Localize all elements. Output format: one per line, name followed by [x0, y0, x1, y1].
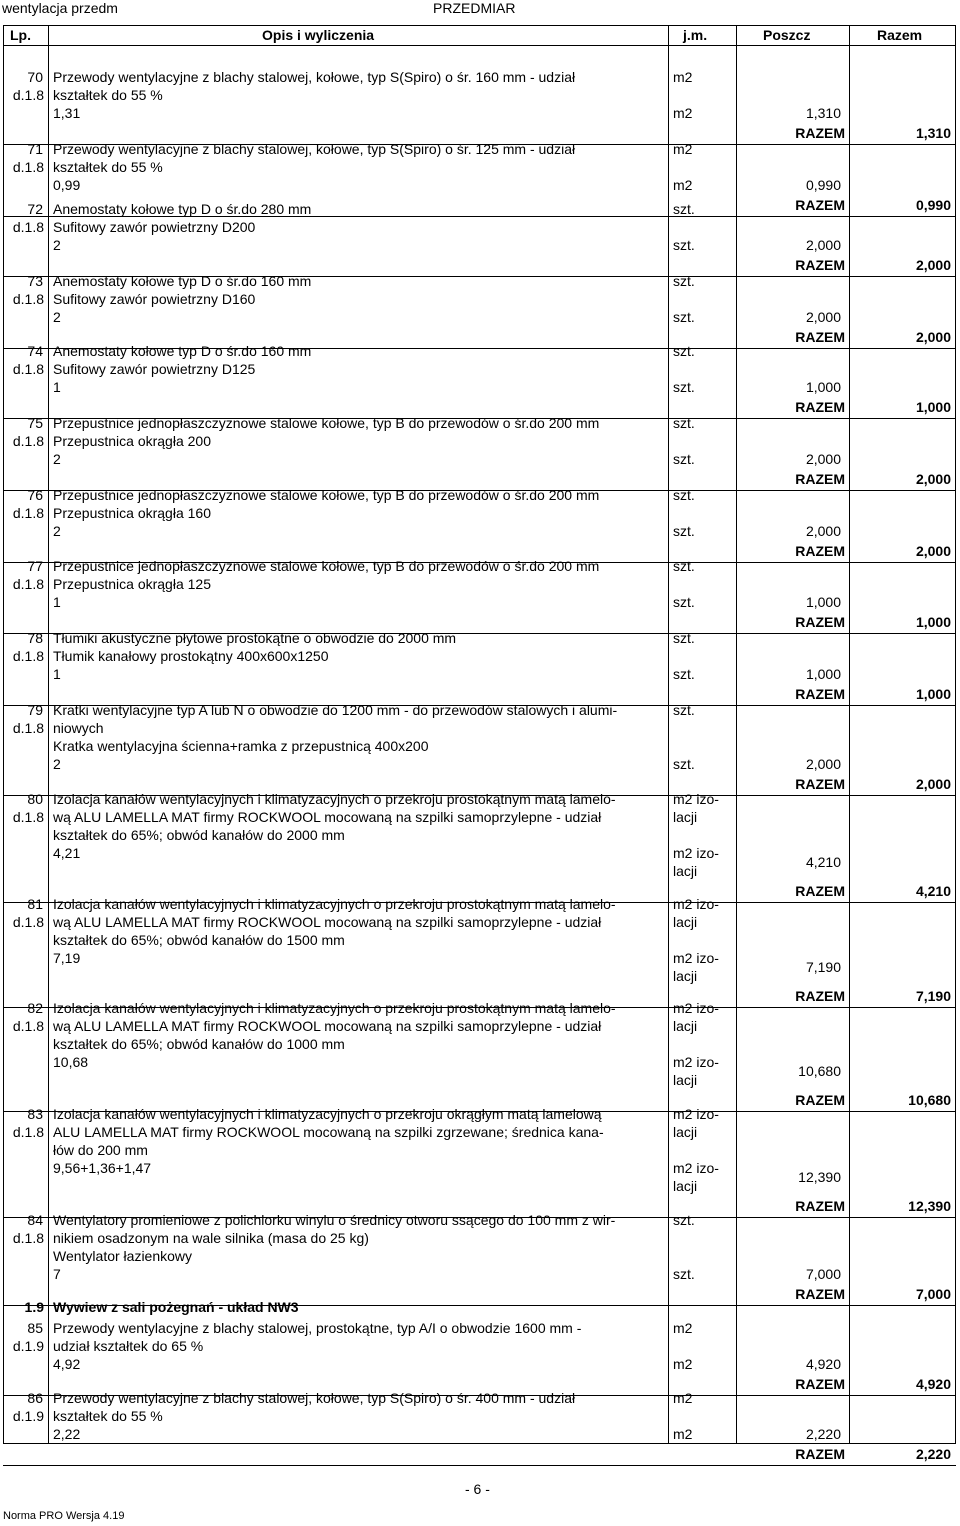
razem-label: RAZEM	[795, 1092, 845, 1108]
poszcz-value: 10,680	[798, 1063, 841, 1079]
calculation-unit: szt.	[673, 237, 695, 253]
item-description-line: Kratki wentylacyjne typ A lub N o obwodzie do 1200 mm - do przewodów stalowych i alumi-	[53, 702, 618, 718]
item-description-line: Kratka wentylacyjna ścienna+ramka z przepustnicą 400x200	[53, 738, 429, 754]
razem-label: RAZEM	[795, 776, 845, 792]
column-divider	[668, 25, 669, 1444]
table-border-right	[955, 25, 956, 1444]
calculation-unit: m2	[673, 177, 693, 193]
razem-label: RAZEM	[795, 614, 845, 630]
item-number: 70	[27, 69, 43, 85]
item-unit: szt.	[673, 343, 695, 359]
item-number: 78	[27, 630, 43, 646]
poszcz-value: 12,390	[798, 1169, 841, 1185]
item-unit: szt.	[673, 273, 695, 289]
razem-label: RAZEM	[795, 1286, 845, 1302]
poszcz-value: 2,000	[805, 451, 841, 467]
item-description-line: Sufitowy zawór powietrzny D200	[53, 219, 256, 235]
poszcz-value: 0,990	[805, 177, 841, 193]
razem-value: 10,680	[908, 1092, 951, 1108]
poszcz-value: 1,000	[805, 379, 841, 395]
razem-label: RAZEM	[795, 329, 845, 345]
item-code: d.1.8	[12, 159, 44, 175]
calculation-expression: 2,22	[53, 1426, 81, 1442]
item-number: 76	[27, 487, 43, 503]
calculation-unit: m2 izo-	[673, 1054, 719, 1070]
item-description-line: Przepustnica okrągła 125	[53, 576, 211, 592]
item-number: 71	[27, 141, 43, 157]
razem-value: 4,920	[915, 1376, 951, 1392]
item-unit: m2 izo-	[673, 1000, 719, 1016]
item-description-line: nikiem osadzonym na wale silnika (masa do 25 kg)	[53, 1230, 369, 1246]
item-unit: szt.	[673, 415, 695, 431]
calculation-unit: m2 izo-	[673, 1160, 719, 1176]
razem-value: 1,000	[915, 686, 951, 702]
item-description-line: Izolacja kanałów wentylacyjnych i klimatyzacyjnych o przekroju prostokątnym matą lamelo-	[53, 896, 616, 912]
item-number: 80	[27, 791, 43, 807]
item-description-line: Wentylatory promieniowe z polichlorku winylu o średnicy otworu ssącego do 100 mm z wir-	[53, 1212, 616, 1228]
calculation-expression: 7,19	[53, 950, 81, 966]
table-bottom-border	[3, 1443, 956, 1444]
item-number: 74	[27, 343, 43, 359]
item-description-line: kształtek do 55 %	[53, 159, 163, 175]
razem-label: RAZEM	[795, 883, 845, 899]
calculation-expression: 7	[53, 1266, 61, 1282]
calculation-expression: 1	[53, 666, 61, 682]
calculation-unit: szt.	[673, 451, 695, 467]
item-description-line: Przepustnice jednopłaszczyznowe stalowe kołowe, typ B do przewodów o śr.do 200 mm	[53, 415, 600, 431]
column-header-lp: Lp.	[10, 27, 31, 43]
razem-value: 2,000	[915, 471, 951, 487]
calculation-unit: lacji	[673, 863, 698, 879]
item-description-line: ALU LAMELLA MAT firmy ROCKWOOL mocowaną na szpilki zgrzewane; średnica kana-	[53, 1124, 604, 1140]
poszcz-value: 1,000	[805, 666, 841, 682]
razem-label: RAZEM	[795, 543, 845, 559]
calculation-unit: m2 izo-	[673, 950, 719, 966]
calculation-unit: szt.	[673, 379, 695, 395]
item-unit: lacji	[673, 1124, 698, 1140]
item-description-line: Anemostaty kołowe typ D o śr.do 160 mm	[53, 343, 312, 359]
razem-label: RAZEM	[795, 471, 845, 487]
poszcz-value: 2,220	[805, 1426, 841, 1442]
header-left-title: wentylacja przedm	[2, 0, 118, 16]
item-number: 81	[27, 896, 43, 912]
item-description-line: wą ALU LAMELLA MAT firmy ROCKWOOL mocowaną na szpilki samoprzylepne - udział	[53, 1018, 602, 1034]
calculation-expression: 4,21	[53, 845, 81, 861]
poszcz-value: 4,920	[805, 1356, 841, 1372]
razem-value: 7,000	[915, 1286, 951, 1302]
calculation-expression: 2	[53, 309, 61, 325]
poszcz-value: 4,210	[805, 854, 841, 870]
item-description-line: Izolacja kanałów wentylacyjnych i klimatyzacyjnych o przekroju prostokątnym matą lamelo-	[53, 1000, 616, 1016]
column-divider	[48, 25, 49, 1444]
estimate-table	[3, 25, 956, 1462]
item-description-line: Przepustnica okrągła 200	[53, 433, 211, 449]
item-number: 82	[27, 1000, 43, 1016]
poszcz-value: 2,000	[805, 756, 841, 772]
item-code: d.1.8	[12, 219, 44, 235]
item-description-line: Tłumiki akustyczne płytowe prostokątne o obwodzie do 2000 mm	[53, 630, 457, 646]
item-code: d.1.8	[12, 1124, 44, 1140]
item-description-line: kształtek do 65%; obwód kanałów do 1500 mm	[53, 932, 345, 948]
item-separator	[3, 1465, 956, 1466]
item-code: d.1.8	[12, 361, 44, 377]
razem-value: 2,000	[915, 257, 951, 273]
razem-label: RAZEM	[795, 686, 845, 702]
razem-value: 4,210	[915, 883, 951, 899]
item-number: 72	[27, 201, 43, 217]
razem-label: RAZEM	[795, 399, 845, 415]
table-header-divider	[3, 45, 956, 46]
calculation-expression: 1,31	[53, 105, 81, 121]
item-unit: m2	[673, 1390, 693, 1406]
item-description-line: Anemostaty kołowe typ D o śr.do 280 mm	[53, 201, 312, 217]
razem-value: 2,220	[915, 1446, 951, 1462]
razem-label: RAZEM	[795, 125, 845, 141]
item-unit: szt.	[673, 558, 695, 574]
calculation-unit: lacji	[673, 1072, 698, 1088]
column-divider	[849, 25, 850, 1444]
software-version: Norma PRO Wersja 4.19	[3, 1510, 125, 1522]
item-unit: m2 izo-	[673, 1106, 719, 1122]
item-code: d.1.8	[12, 1018, 44, 1034]
calculation-expression: 10,68	[53, 1054, 89, 1070]
item-unit: m2	[673, 69, 693, 85]
item-unit: szt.	[673, 201, 695, 217]
item-description-line: wą ALU LAMELLA MAT firmy ROCKWOOL mocowaną na szpilki samoprzylepne - udział	[53, 809, 602, 825]
item-number: 83	[27, 1106, 43, 1122]
item-description-line: kształtek do 55 %	[53, 87, 163, 103]
calculation-unit: m2	[673, 105, 693, 121]
item-description-line: Przewody wentylacyjne z blachy stalowej, kołowe, typ S(Spiro) o śr. 400 mm - udział	[53, 1390, 576, 1406]
table-top-border	[3, 25, 956, 26]
item-description-line: udział kształtek do 65 %	[53, 1338, 204, 1354]
calculation-unit: szt.	[673, 666, 695, 682]
item-code: d.1.9	[12, 1338, 44, 1354]
item-unit: m2 izo-	[673, 791, 719, 807]
item-code: d.1.8	[12, 505, 44, 521]
calculation-unit: lacji	[673, 1178, 698, 1194]
razem-value: 12,390	[908, 1198, 951, 1214]
header-center-title: PRZEDMIAR	[433, 0, 516, 16]
column-header-unit: j.m.	[683, 27, 708, 43]
calculation-unit: szt.	[673, 756, 695, 772]
item-unit: szt.	[673, 630, 695, 646]
item-number: 85	[27, 1320, 43, 1336]
item-description-line: Tłumik kanałowy prostokątny 400x600x1250	[53, 648, 329, 664]
calculation-unit: szt.	[673, 309, 695, 325]
item-unit: m2	[673, 141, 693, 157]
item-description-line: niowych	[53, 720, 104, 736]
item-description-line: kształtek do 55 %	[53, 1408, 163, 1424]
razem-label: RAZEM	[795, 988, 845, 1004]
razem-value: 2,000	[915, 776, 951, 792]
item-code: d.1.8	[12, 648, 44, 664]
item-description-line: Przepustnice jednopłaszczyznowe stalowe kołowe, typ B do przewodów o śr.do 200 mm	[53, 487, 600, 503]
item-code: d.1.8	[12, 576, 44, 592]
item-number: 77	[27, 558, 43, 574]
calculation-expression: 9,56+1,36+1,47	[53, 1160, 152, 1176]
calculation-expression: 0,99	[53, 177, 81, 193]
calculation-unit: szt.	[673, 1266, 695, 1282]
calculation-expression: 2	[53, 237, 61, 253]
item-unit: szt.	[673, 702, 695, 718]
razem-value: 0,990	[915, 197, 951, 213]
item-description-line: Izolacja kanałów wentylacyjnych i klimatyzacyjnych o przekroju okrągłym matą lamelową	[53, 1106, 602, 1122]
item-description-line: kształtek do 65%; obwód kanałów do 2000 mm	[53, 827, 345, 843]
item-number: 73	[27, 273, 43, 289]
calculation-unit: lacji	[673, 968, 698, 984]
column-header-poszcz: Poszcz	[763, 27, 811, 43]
item-code: d.1.8	[12, 87, 44, 103]
item-unit: lacji	[673, 914, 698, 930]
calculation-unit: m2	[673, 1356, 693, 1372]
item-description-line: wą ALU LAMELLA MAT firmy ROCKWOOL mocowaną na szpilki samoprzylepne - udział	[53, 914, 602, 930]
item-description-line: Przewody wentylacyjne z blachy stalowej, kołowe, typ S(Spiro) o śr. 125 mm - udział	[53, 141, 576, 157]
item-description-line: kształtek do 65%; obwód kanałów do 1000 mm	[53, 1036, 345, 1052]
razem-value: 1,000	[915, 614, 951, 630]
calculation-unit: szt.	[673, 523, 695, 539]
razem-value: 1,310	[915, 125, 951, 141]
razem-label: RAZEM	[795, 197, 845, 213]
item-description-line: Przewody wentylacyjne z blachy stalowej, kołowe, typ S(Spiro) o śr. 160 mm - udział	[53, 69, 576, 85]
poszcz-value: 7,000	[805, 1266, 841, 1282]
item-number: 79	[27, 702, 43, 718]
item-description-line: Sufitowy zawór powietrzny D125	[53, 361, 256, 377]
item-number: 75	[27, 415, 43, 431]
razem-label: RAZEM	[795, 257, 845, 273]
calculation-expression: 1	[53, 379, 61, 395]
calculation-unit: m2	[673, 1426, 693, 1442]
column-divider	[736, 25, 737, 1444]
calculation-unit: szt.	[673, 594, 695, 610]
column-header-description: Opis i wyliczenia	[262, 27, 375, 43]
razem-value: 2,000	[915, 543, 951, 559]
item-unit: m2 izo-	[673, 896, 719, 912]
poszcz-value: 7,190	[805, 959, 841, 975]
item-number: 84	[27, 1212, 43, 1228]
item-description-line: łów do 200 mm	[53, 1142, 148, 1158]
item-code: d.1.8	[12, 809, 44, 825]
item-description-line: Wentylator łazienkowy	[53, 1248, 193, 1264]
razem-label: RAZEM	[795, 1446, 845, 1462]
razem-value: 7,190	[915, 988, 951, 1004]
item-description-line: Przewody wentylacyjne z blachy stalowej, prostokątne, typ A/I o obwodzie 1600 mm -	[53, 1320, 582, 1336]
item-code: d.1.8	[12, 291, 44, 307]
razem-value: 1,000	[915, 399, 951, 415]
calculation-expression: 4,92	[53, 1356, 81, 1372]
calculation-expression: 1	[53, 594, 61, 610]
item-code: d.1.9	[12, 1408, 44, 1424]
column-header-razem: Razem	[877, 27, 923, 43]
page-number: - 6 -	[465, 1481, 490, 1497]
poszcz-value: 2,000	[805, 237, 841, 253]
poszcz-value: 2,000	[805, 309, 841, 325]
item-code: d.1.8	[12, 914, 44, 930]
item-unit: szt.	[673, 487, 695, 503]
razem-label: RAZEM	[795, 1198, 845, 1214]
section-title: Wywiew z sali pożegnań - układ NW3	[53, 1299, 299, 1315]
item-unit: m2	[673, 1320, 693, 1336]
section-number: 1.9	[24, 1299, 44, 1315]
item-unit: lacji	[673, 1018, 698, 1034]
razem-value: 2,000	[915, 329, 951, 345]
razem-label: RAZEM	[795, 1376, 845, 1392]
item-description-line: Sufitowy zawór powietrzny D160	[53, 291, 256, 307]
calculation-expression: 2	[53, 451, 61, 467]
calculation-expression: 2	[53, 523, 61, 539]
page-header	[0, 0, 960, 18]
item-description-line: Przepustnica okrągła 160	[53, 505, 211, 521]
item-description-line: Anemostaty kołowe typ D o śr.do 160 mm	[53, 273, 312, 289]
calculation-unit: m2 izo-	[673, 845, 719, 861]
item-unit: lacji	[673, 809, 698, 825]
item-unit: szt.	[673, 1212, 695, 1228]
item-code: d.1.8	[12, 1230, 44, 1246]
item-code: d.1.8	[12, 433, 44, 449]
calculation-expression: 2	[53, 756, 61, 772]
item-number: 86	[27, 1390, 43, 1406]
poszcz-value: 1,000	[805, 594, 841, 610]
poszcz-value: 1,310	[805, 105, 841, 121]
item-code: d.1.8	[12, 720, 44, 736]
item-description-line: Przepustnice jednopłaszczyznowe stalowe kołowe, typ B do przewodów o śr.do 200 mm	[53, 558, 600, 574]
item-description-line: Izolacja kanałów wentylacyjnych i klimatyzacyjnych o przekroju prostokątnym matą lamelo-	[53, 791, 616, 807]
poszcz-value: 2,000	[805, 523, 841, 539]
